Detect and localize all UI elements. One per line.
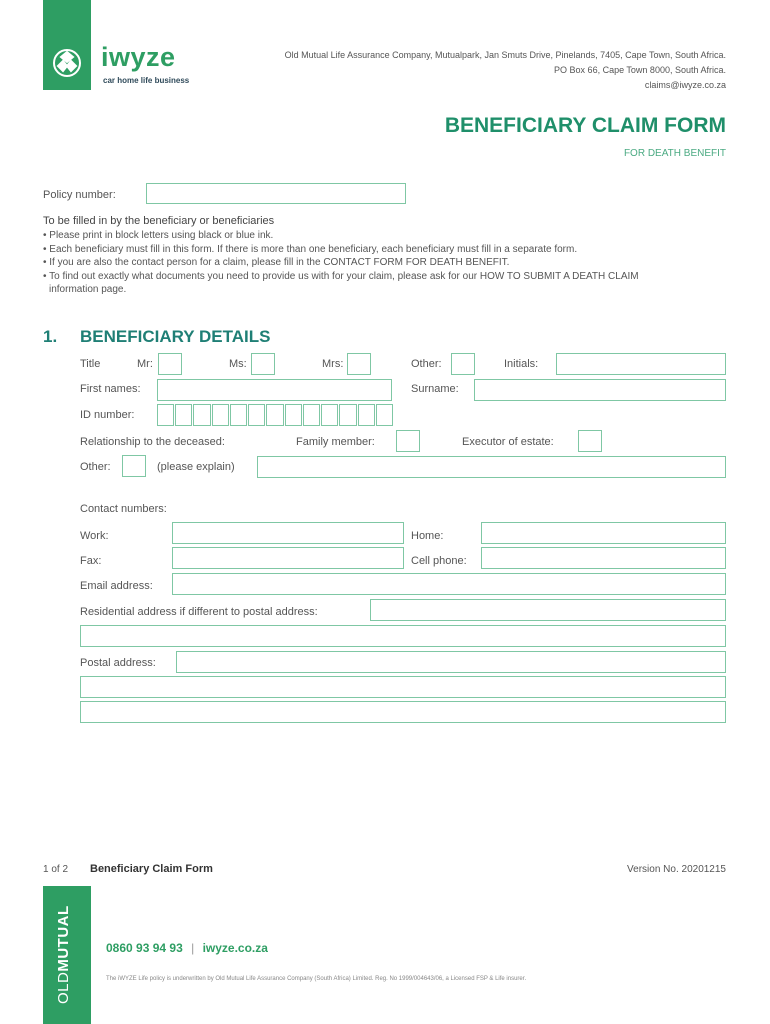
fax-label: Fax:: [80, 555, 102, 567]
postal-address-label: Postal address:: [80, 657, 156, 669]
shield-logo-icon: [43, 0, 91, 90]
fax-field[interactable]: [172, 547, 404, 569]
initials-label: Initials:: [504, 358, 539, 370]
relationship-label: Relationship to the deceased:: [80, 436, 225, 448]
iwyze-logo-block: [43, 0, 91, 90]
page-indicator: 1 of 2: [43, 864, 69, 875]
residential-address-field-2[interactable]: [80, 625, 726, 647]
email-label: Email address:: [80, 580, 153, 592]
old-mutual-prefix: OLD: [55, 971, 72, 1004]
section-number: 1.: [43, 327, 58, 346]
instruction-item: • Each beneficiary must fill in this form. If there is more than one beneficiary, each beneficiary must fill in a separate form.: [43, 243, 578, 255]
old-mutual-logo: [43, 886, 91, 1024]
family-member-checkbox[interactable]: [396, 430, 420, 452]
home-phone-field[interactable]: [481, 522, 726, 544]
version-number: Version No. 20201215: [627, 864, 726, 875]
mr-checkbox[interactable]: [158, 353, 182, 375]
old-mutual-suffix: MUTUAL: [55, 905, 72, 972]
id-digit-box[interactable]: [230, 404, 247, 426]
other-title-label: Other:: [411, 358, 442, 370]
brand-name: iwyze: [101, 42, 176, 72]
home-label: Home:: [411, 530, 444, 542]
work-label: Work:: [80, 530, 109, 542]
executor-label: Executor of estate:: [462, 436, 554, 448]
separator: |: [191, 941, 195, 955]
ms-label: Ms:: [229, 358, 247, 370]
po-box-address: PO Box 66, Cape Town 8000, South Africa.: [554, 65, 726, 75]
id-digit-box[interactable]: [376, 404, 393, 426]
other-title-checkbox[interactable]: [451, 353, 475, 375]
id-digit-box[interactable]: [193, 404, 210, 426]
id-digit-box[interactable]: [157, 404, 174, 426]
work-phone-field[interactable]: [172, 522, 404, 544]
postal-address-field-1[interactable]: [176, 651, 726, 673]
id-digit-box[interactable]: [339, 404, 356, 426]
title-label: Title: [80, 358, 101, 370]
instruction-item: • To find out exactly what documents you need to provide us with for your claim, please ask for our HOW TO SUBMIT A DEATH CLAIM: [43, 270, 639, 282]
first-names-field[interactable]: [157, 379, 392, 401]
mrs-checkbox[interactable]: [347, 353, 371, 375]
id-number-field: [157, 404, 393, 426]
surname-field[interactable]: [474, 379, 726, 401]
brand-tagline: car home life business: [103, 76, 190, 85]
email-field[interactable]: [172, 573, 726, 595]
mrs-label: Mrs:: [322, 358, 344, 370]
residential-address-label: Residential address if different to postal address:: [80, 606, 318, 618]
instruction-item: • If you are also the contact person for a claim, please fill in the CONTACT FORM FOR DEATH BENEFIT.: [43, 257, 510, 269]
cell-phone-label: Cell phone:: [411, 555, 467, 567]
postal-address-field-2[interactable]: [80, 676, 726, 698]
please-explain-label: (please explain): [157, 461, 235, 473]
section-title: BENEFICIARY DETAILS: [80, 327, 271, 346]
cell-phone-field[interactable]: [481, 547, 726, 569]
claims-email: claims@iwyze.co.za: [644, 80, 726, 90]
id-digit-box[interactable]: [321, 404, 338, 426]
id-number-label: ID number:: [80, 409, 135, 421]
form-subtitle: FOR DEATH BENEFIT: [623, 148, 726, 159]
surname-label: Surname:: [411, 383, 459, 395]
contact-line: [106, 941, 268, 955]
phone-number: 0860 93 94 93: [106, 941, 183, 955]
residential-address-field-1[interactable]: [370, 599, 726, 621]
id-digit-box[interactable]: [266, 404, 283, 426]
footer-form-name: Beneficiary Claim Form: [90, 863, 213, 875]
id-digit-box[interactable]: [248, 404, 265, 426]
postal-address-field-3[interactable]: [80, 701, 726, 723]
instructions: [43, 215, 733, 296]
id-digit-box[interactable]: [285, 404, 302, 426]
ms-checkbox[interactable]: [251, 353, 275, 375]
id-digit-box[interactable]: [212, 404, 229, 426]
contact-numbers-heading: Contact numbers:: [80, 503, 167, 515]
first-names-label: First names:: [80, 383, 141, 395]
company-address: Old Mutual Life Assurance Company, Mutualpark, Jan Smuts Drive, Pinelands, 7405, Cape Town, South Africa.: [284, 50, 726, 60]
instruction-item: information page.: [49, 284, 127, 296]
other-relationship-label: Other:: [80, 461, 111, 473]
legal-disclaimer: The iWYZE Life policy is underwritten by Old Mutual Life Assurance Company (South Africa) Limited. Reg. No 1999/004643/06, a Licensed FSP & Life insurer.: [106, 976, 527, 982]
other-explain-field[interactable]: [257, 456, 726, 478]
form-title: BENEFICIARY CLAIM FORM: [444, 114, 726, 137]
website-link[interactable]: iwyze.co.za: [202, 941, 268, 955]
executor-checkbox[interactable]: [578, 430, 602, 452]
family-member-label: Family member:: [296, 436, 375, 448]
id-digit-box[interactable]: [358, 404, 375, 426]
instruction-item: • Please print in block letters using black or blue ink.: [43, 230, 274, 242]
mr-label: Mr:: [137, 358, 153, 370]
policy-number-label: Policy number:: [43, 189, 116, 201]
policy-number-field[interactable]: [146, 183, 406, 204]
initials-field[interactable]: [556, 353, 726, 375]
id-digit-box[interactable]: [303, 404, 320, 426]
old-mutual-wordmark: [55, 905, 72, 1004]
instructions-heading: To be filled in by the beneficiary or beneficiaries: [43, 215, 275, 227]
other-relationship-checkbox[interactable]: [122, 455, 146, 477]
id-digit-box[interactable]: [175, 404, 192, 426]
